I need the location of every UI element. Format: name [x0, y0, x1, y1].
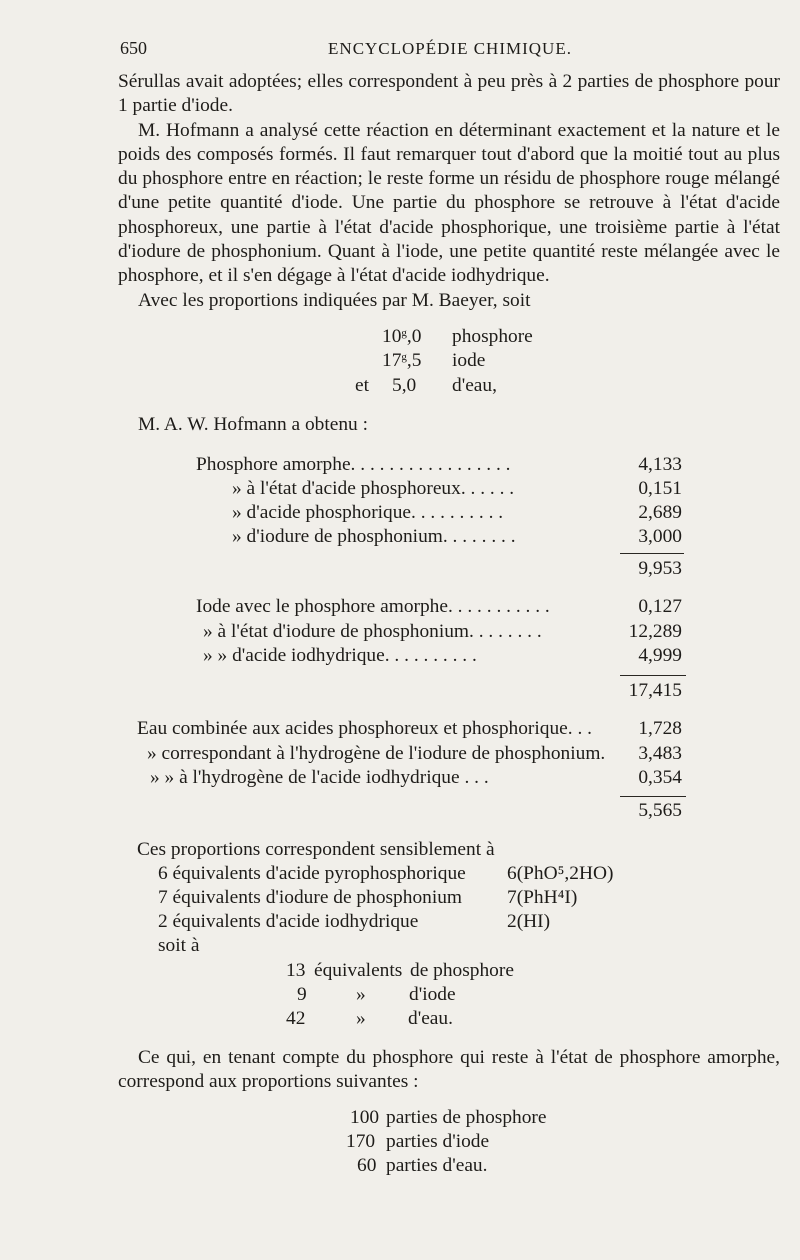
- sum-rule: [620, 675, 686, 676]
- table-row: » à l'état d'acide phosphoreux. . . . . . 0,151: [232, 478, 682, 499]
- table-row: Eau combinée aux acides phosphoreux et phosphorique. . . 1,728: [137, 718, 682, 739]
- table-row: » à l'état d'iodure de phosphonium. . . . . . . . 12,289: [203, 621, 682, 642]
- intro-text: [118, 70, 780, 313]
- table-row: » » d'acide iodhydrique. . . . . . . . . . 4,999: [203, 645, 682, 666]
- table-row: » » à l'hydrogène de l'acide iodhydrique . . . 0,354: [150, 767, 682, 788]
- hofmann-line: M. A. W. Hofmann a obtenu :: [138, 414, 368, 435]
- table-total: 5,565: [638, 800, 682, 821]
- paragraph-1: Sérullas avait adoptées; elles correspondent à peu près à 2 parties de phosphore pour 1 partie d'iode.: [118, 71, 780, 117]
- baeyer-row: et 5,0 d'eau,: [355, 375, 497, 396]
- baeyer-row: 17$^g$,5 iode: [382, 350, 486, 371]
- table-row: Iode avec le phosphore amorphe. . . . . . . . . . . 0,127: [196, 596, 682, 617]
- equivalent-row: 6 équivalents d'acide pyrophosphorique 6(PhO⁵,2HO): [158, 863, 614, 884]
- baeyer-row: 10$^g$,0 phosphore: [382, 326, 533, 347]
- conclusion-paragraph: Ce qui, en tenant compte du phosphore qui reste à l'état de phosphore amorphe, correspond aux proportions suivantes :: [118, 1047, 780, 1093]
- page-header: [120, 38, 780, 62]
- table-row: » d'acide phosphorique. . . . . . . . . . 2,689: [232, 502, 682, 523]
- parts-row: 170 parties d'iode: [346, 1131, 490, 1152]
- summary-row: 9 » d'iode: [297, 984, 456, 1005]
- table-total: 9,953: [638, 558, 682, 579]
- soit-label: soit à: [158, 935, 200, 956]
- summary-row: 13 équivalents de phosphore: [286, 960, 514, 981]
- sum-rule: [620, 796, 686, 797]
- table-total: 17,415: [628, 680, 682, 701]
- table-row: » d'iodure de phosphonium. . . . . . . . 3,000: [232, 526, 682, 547]
- parts-row: 60 parties d'eau.: [357, 1155, 488, 1176]
- running-title: ENCYCLOPÉDIE CHIMIQUE.: [328, 39, 572, 58]
- paragraph-2: M. Hofmann a analysé cette réaction en déterminant exactement et la nature et le poids des composés formés. Il faut remarquer tout d'abord que la moitié tout au plus du phosphore entre en réaction; le reste forme un résidu de phosphore rouge mélangé d'une petite quantité d'iode. Une partie du phosphore se retrouve à l'état d'acide phosphoreux, une partie à l'état d'acide phosphorique, une troisième partie à l'état d'iodure de phosphonium. Quant à l'iode, une petite quantité reste mélangée avec le phosphore, et il s'en dégage à l'état d'acide iodhydrique.: [118, 119, 780, 287]
- equivalent-row: 2 équivalents d'acide iodhydrique 2(HI): [158, 911, 551, 932]
- paragraph-3: Avec les proportions indiquées par M. Baeyer, soit: [138, 289, 531, 311]
- table-row: Phosphore amorphe. . . . . . . . . . . . . . . . . 4,133: [196, 454, 682, 475]
- equivalents-intro: Ces proportions correspondent sensiblement à: [137, 839, 495, 860]
- equivalent-row: 7 équivalents d'iodure de phosphonium 7(PhH⁴I): [158, 887, 578, 908]
- table-row: » correspondant à l'hydrogène de l'iodure de phosphonium. 3,483: [147, 743, 682, 764]
- summary-row: 42 » d'eau.: [286, 1008, 453, 1029]
- parts-row: 100 parties de phosphore: [350, 1107, 547, 1128]
- page-number: 650: [120, 38, 147, 58]
- sum-rule: [620, 553, 684, 554]
